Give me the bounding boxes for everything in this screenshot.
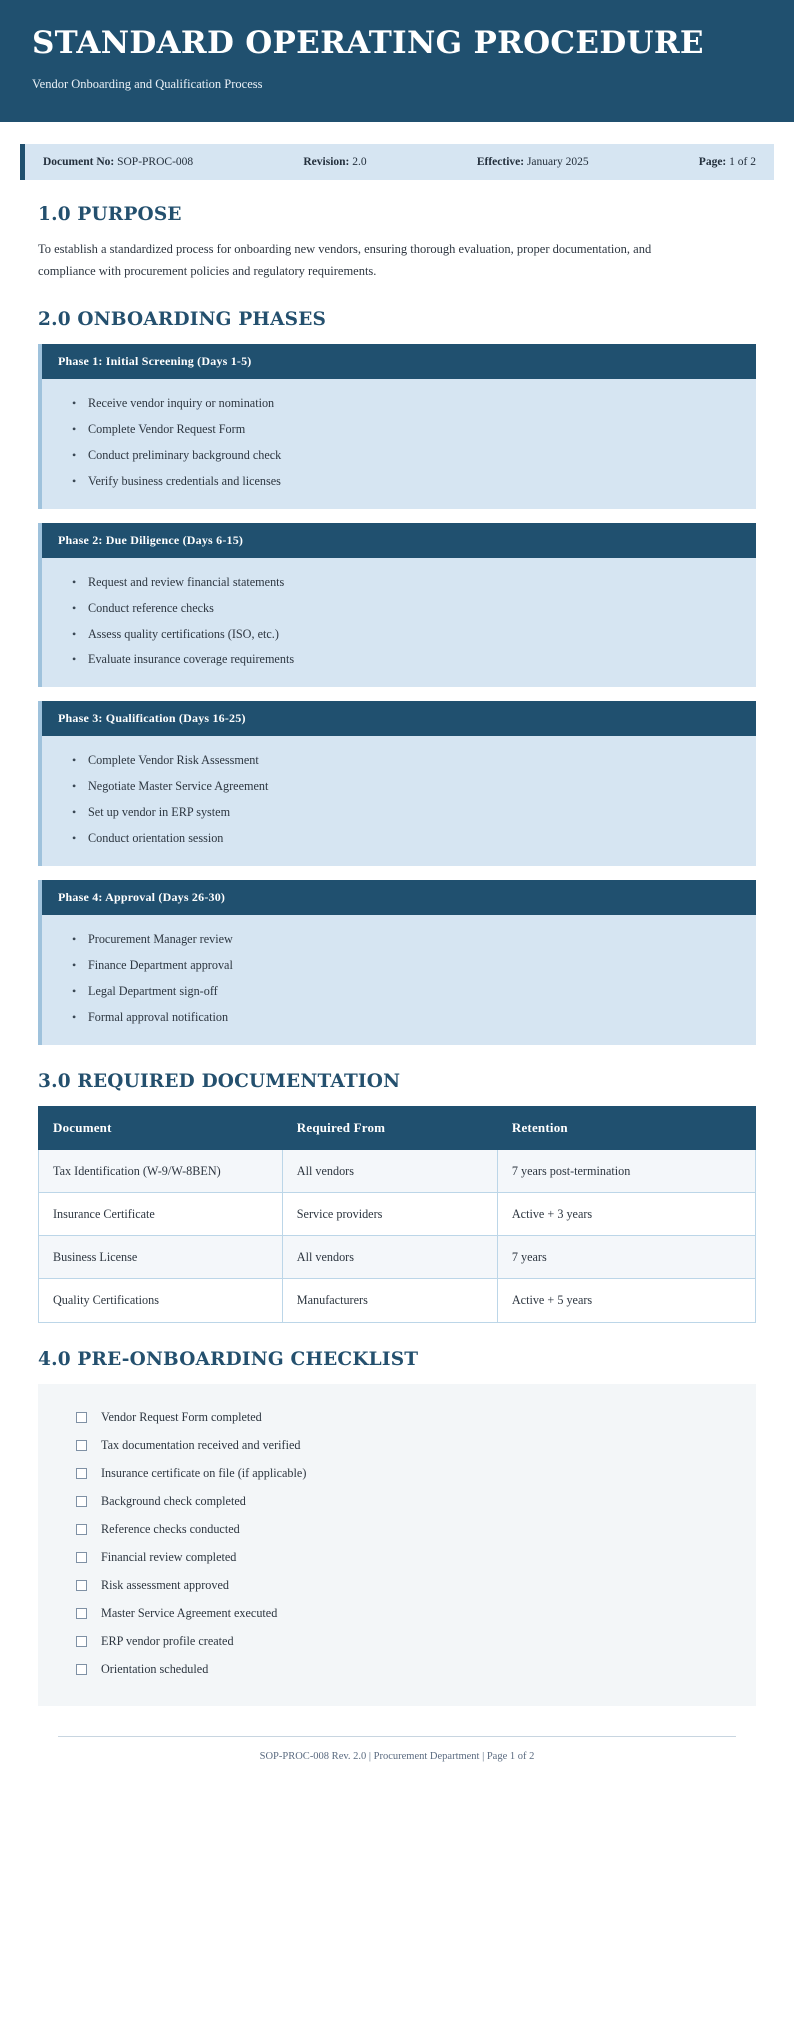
phase-step-item: • Conduct orientation session [88, 826, 740, 852]
phase-step-item: • Negotiate Master Service Agreement [88, 774, 740, 800]
phase-step-list [58, 927, 740, 1031]
checklist-row[interactable] [62, 1656, 732, 1684]
phase-title: Phase 1: Initial Screening (Days 1-5) [42, 344, 756, 379]
pre-onboarding-checklist [38, 1384, 756, 1706]
phase-step-item: • Complete Vendor Risk Assessment [88, 748, 740, 774]
table-cell: All vendors [282, 1149, 497, 1192]
phase-block [38, 344, 756, 509]
meta-document-no [43, 156, 193, 168]
table-row [39, 1236, 756, 1279]
phase-step-item: • Assess quality certifications (ISO, etc.) [88, 622, 740, 648]
section-heading-pre-onboarding-checklist: 4.0 PRE-ONBOARDING CHECKLIST [38, 1348, 419, 1370]
checklist-item-label: Insurance certificate on file (if applicable) [101, 1465, 307, 1480]
phase-title: Phase 2: Due Diligence (Days 6-15) [42, 523, 756, 558]
section-heading-purpose: 1.0 PURPOSE [38, 204, 182, 226]
table-cell: 7 years [497, 1236, 755, 1279]
checkbox-icon[interactable] [76, 1440, 87, 1451]
phase-step-item: • Procurement Manager review [88, 927, 740, 953]
document-footer [58, 1736, 736, 1762]
meta-revision [303, 156, 366, 168]
checkbox-icon[interactable] [76, 1580, 87, 1591]
checklist-row[interactable] [62, 1460, 732, 1488]
meta-page-value: 1 of 2 [729, 156, 756, 169]
purpose-paragraph: To establish a standardized process for onboarding new vendors, ensuring thorough evaluation, proper documentation, and compliance with procurement policies and regulatory requirements. [38, 242, 652, 279]
checklist-item-label: Master Service Agreement executed [101, 1605, 278, 1620]
page-tail-spacer [38, 1762, 756, 1822]
meta-page [699, 156, 756, 168]
phase-body [42, 558, 756, 688]
phase-step-item: • Legal Department sign-off [88, 979, 740, 1005]
meta-effective-label: Effective: [476, 156, 525, 169]
checklist-item-label: Orientation scheduled [101, 1661, 209, 1676]
checkbox-icon[interactable] [76, 1636, 87, 1647]
phase-step-item: • Finance Department approval [88, 953, 740, 979]
checklist-item-label: ERP vendor profile created [101, 1633, 234, 1648]
table-cell: Active + 5 years [497, 1279, 755, 1322]
checkbox-icon[interactable] [76, 1468, 87, 1479]
checklist-row[interactable] [62, 1600, 732, 1628]
meta-page-label: Page: [698, 156, 727, 169]
document-header-banner [0, 0, 794, 122]
table-cell: 7 years post-termination [497, 1149, 755, 1192]
phase-step-list [58, 391, 740, 495]
table-row [39, 1149, 756, 1192]
checklist-item-label: Background check completed [101, 1493, 246, 1508]
section-heading-onboarding-phases: 2.0 ONBOARDING PHASES [38, 309, 327, 331]
checklist-item-label: Reference checks conducted [101, 1521, 240, 1536]
phase-title: Phase 4: Approval (Days 26-30) [42, 880, 756, 915]
column-header-required-from: Required From [282, 1106, 497, 1149]
document-subtitle: Vendor Onboarding and Qualification Process [32, 77, 263, 92]
phase-step-item: • Formal approval notification [88, 1005, 740, 1031]
phases-container [38, 344, 756, 1045]
checklist-row[interactable] [62, 1628, 732, 1656]
checklist-item-label: Risk assessment approved [101, 1577, 229, 1592]
phase-step-item: • Set up vendor in ERP system [88, 800, 740, 826]
table-cell: Tax Identification (W-9/W-8BEN) [39, 1149, 283, 1192]
phase-title: Phase 3: Qualification (Days 16-25) [42, 701, 756, 736]
footer-text: SOP-PROC-008 Rev. 2.0 | Procurement Department | Page 1 of 2 [259, 1750, 535, 1762]
phase-block [38, 880, 756, 1045]
meta-document-no-value: SOP-PROC-008 [117, 156, 194, 169]
phase-step-item: • Request and review financial statements [88, 570, 740, 596]
meta-effective-value: January 2025 [526, 156, 589, 169]
table-row [39, 1279, 756, 1322]
phase-step-item: • Evaluate insurance coverage requirements [88, 647, 740, 673]
checklist-item-label: Tax documentation received and verified [101, 1437, 301, 1452]
meta-revision-label: Revision: [303, 156, 350, 169]
table-cell: Business License [39, 1236, 283, 1279]
table-header-row [39, 1106, 756, 1149]
checkbox-icon[interactable] [76, 1496, 87, 1507]
checklist-row[interactable] [62, 1572, 732, 1600]
checklist-row[interactable] [62, 1544, 732, 1572]
phase-step-item: • Conduct preliminary background check [88, 443, 740, 469]
table-cell: Quality Certifications [39, 1279, 283, 1322]
phase-step-item: • Conduct reference checks [88, 596, 740, 622]
phase-body [42, 915, 756, 1045]
table-cell: Insurance Certificate [39, 1192, 283, 1235]
column-header-retention: Retention [497, 1106, 755, 1149]
document-title: STANDARD OPERATING PROCEDURE [32, 25, 704, 61]
checkbox-icon[interactable] [76, 1524, 87, 1535]
checklist-row[interactable] [62, 1516, 732, 1544]
table-cell: Active + 3 years [497, 1192, 755, 1235]
table-row [39, 1192, 756, 1235]
checklist-row[interactable] [62, 1404, 732, 1432]
checkbox-icon[interactable] [76, 1664, 87, 1675]
document-body [0, 204, 794, 1821]
checklist-item-label: Financial review completed [101, 1549, 237, 1564]
meta-effective [477, 156, 589, 168]
phase-block [38, 523, 756, 688]
meta-revision-value: 2.0 [352, 156, 367, 169]
checkbox-icon[interactable] [76, 1412, 87, 1423]
column-header-document: Document [39, 1106, 283, 1149]
phase-step-list [58, 748, 740, 852]
phase-step-list [58, 570, 740, 674]
table-cell: Manufacturers [282, 1279, 497, 1322]
table-body [39, 1149, 756, 1322]
section-heading-required-documentation: 3.0 REQUIRED DOCUMENTATION [38, 1070, 401, 1092]
checklist-item-label: Vendor Request Form completed [101, 1409, 262, 1424]
phase-block [38, 701, 756, 866]
checkbox-icon[interactable] [76, 1552, 87, 1563]
required-documentation-table [38, 1106, 756, 1323]
checklist-row[interactable] [62, 1432, 732, 1460]
phase-step-item: • Verify business credentials and licenses [88, 469, 740, 495]
meta-document-no-label: Document No: [43, 156, 115, 169]
phase-body [42, 379, 756, 509]
table-cell: All vendors [282, 1236, 497, 1279]
phase-step-item: • Receive vendor inquiry or nomination [88, 391, 740, 417]
phase-body [42, 736, 756, 866]
document-meta-bar [20, 144, 774, 180]
table-head [39, 1106, 756, 1149]
checklist-row[interactable] [62, 1488, 732, 1516]
checkbox-icon[interactable] [76, 1608, 87, 1619]
phase-step-item: • Complete Vendor Request Form [88, 417, 740, 443]
table-cell: Service providers [282, 1192, 497, 1235]
